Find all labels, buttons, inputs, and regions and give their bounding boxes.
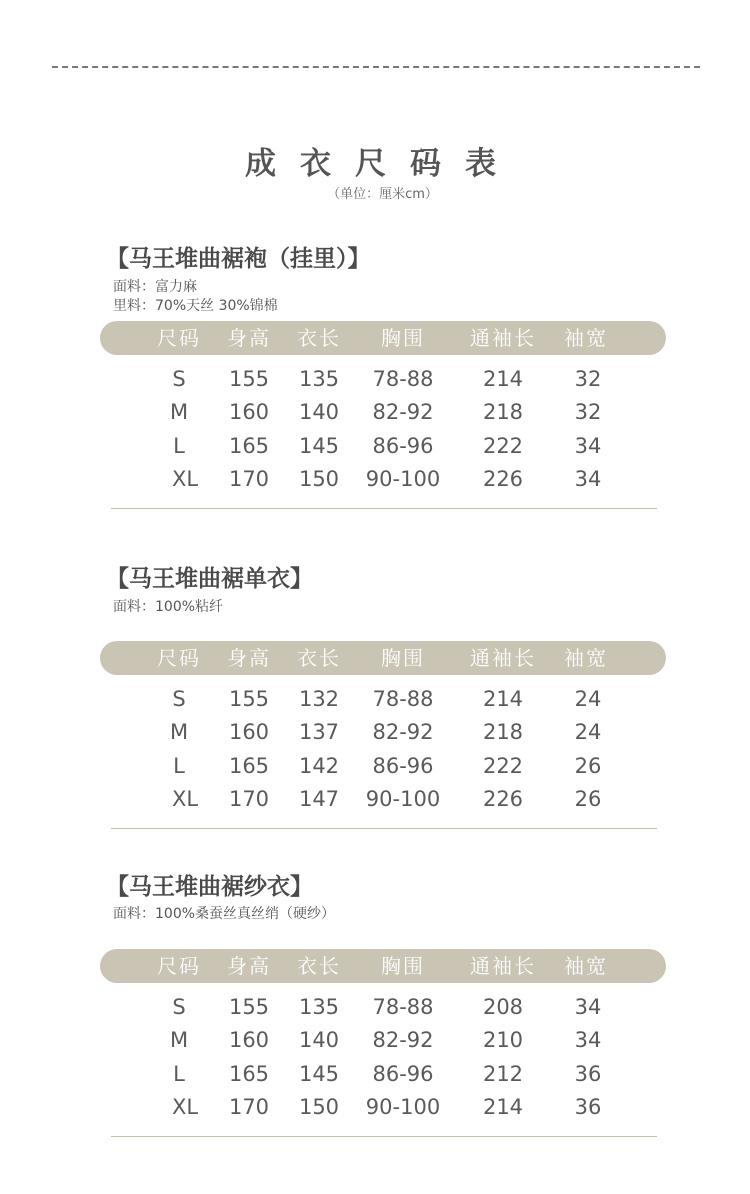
cell-size: XL [171, 467, 199, 491]
col-sleeve-width: 袖宽 [564, 326, 608, 350]
table-row [0, 717, 750, 747]
section-title: 【马王堆曲裾袍（挂里）】 [106, 245, 371, 272]
cell-sleeve-width: 34 [574, 995, 602, 1019]
cell-length: 150 [298, 467, 340, 491]
cell-length: 147 [298, 787, 340, 811]
table-row [0, 397, 750, 427]
table-row [0, 751, 750, 781]
cell-sleeve-length: 214 [482, 1095, 524, 1119]
cell-height: 155 [228, 367, 270, 391]
cell-length: 132 [298, 687, 340, 711]
section-divider [111, 508, 657, 509]
cell-sleeve-length: 214 [482, 687, 524, 711]
col-size: 尺码 [157, 646, 201, 670]
col-bust: 胸围 [381, 954, 425, 978]
cell-height: 165 [228, 754, 270, 778]
cell-length: 135 [298, 995, 340, 1019]
cell-height: 170 [228, 467, 270, 491]
cell-sleeve-width: 34 [574, 434, 602, 458]
cell-sleeve-length: 222 [482, 754, 524, 778]
cell-length: 140 [298, 400, 340, 424]
cell-sleeve-width: 36 [574, 1062, 602, 1086]
table-row [0, 364, 750, 394]
cell-size: M [169, 720, 189, 744]
cell-sleeve-width: 34 [574, 467, 602, 491]
cell-bust: 78-88 [372, 995, 434, 1019]
cell-bust: 82-92 [372, 400, 434, 424]
col-height: 身高 [227, 646, 271, 670]
cell-height: 160 [228, 720, 270, 744]
col-size: 尺码 [157, 326, 201, 350]
fabric-note: 面料：富力麻 [113, 279, 197, 295]
top-dashed-divider [52, 66, 700, 68]
cell-sleeve-width: 26 [574, 754, 602, 778]
cell-length: 150 [298, 1095, 340, 1119]
col-length: 衣长 [297, 954, 341, 978]
page-title: 成衣尺码表 [245, 146, 520, 182]
cell-bust: 86-96 [372, 754, 434, 778]
cell-size: S [172, 367, 186, 391]
cell-bust: 82-92 [372, 1028, 434, 1052]
cell-bust: 86-96 [372, 434, 434, 458]
col-length: 衣长 [297, 326, 341, 350]
col-height: 身高 [227, 326, 271, 350]
section-divider [111, 828, 657, 829]
cell-sleeve-width: 36 [574, 1095, 602, 1119]
cell-bust: 90-100 [365, 1095, 441, 1119]
table-header [100, 641, 666, 675]
cell-length: 135 [298, 367, 340, 391]
cell-length: 145 [298, 434, 340, 458]
cell-size: S [172, 995, 186, 1019]
table-row [0, 1059, 750, 1089]
col-height: 身高 [227, 954, 271, 978]
cell-sleeve-length: 222 [482, 434, 524, 458]
cell-size: L [173, 754, 185, 778]
cell-length: 140 [298, 1028, 340, 1052]
table-row [0, 1025, 750, 1055]
cell-sleeve-width: 24 [574, 687, 602, 711]
cell-length: 142 [298, 754, 340, 778]
table-row [0, 431, 750, 461]
cell-height: 170 [228, 1095, 270, 1119]
cell-sleeve-length: 218 [482, 720, 524, 744]
cell-size: M [169, 400, 189, 424]
cell-sleeve-length: 210 [482, 1028, 524, 1052]
section-title: 【马王堆曲裾纱衣】 [106, 873, 313, 900]
cell-height: 165 [228, 434, 270, 458]
table-row [0, 684, 750, 714]
cell-sleeve-width: 32 [574, 367, 602, 391]
table-header [100, 949, 666, 983]
col-sleeve-length: 通袖长 [470, 326, 536, 350]
unit-note: （单位：厘米cm） [327, 187, 438, 202]
table-row [0, 1092, 750, 1122]
cell-height: 160 [228, 1028, 270, 1052]
cell-sleeve-width: 34 [574, 1028, 602, 1052]
cell-sleeve-length: 226 [482, 467, 524, 491]
col-length: 衣长 [297, 646, 341, 670]
cell-bust: 78-88 [372, 367, 434, 391]
cell-size: M [169, 1028, 189, 1052]
fabric-note: 面料：100%粘纤 [113, 599, 224, 615]
section-divider [111, 1136, 657, 1137]
table-row [0, 784, 750, 814]
cell-bust: 90-100 [365, 467, 441, 491]
cell-bust: 82-92 [372, 720, 434, 744]
fabric-note: 面料：100%桑蚕丝真丝绡（硬纱） [113, 906, 336, 922]
cell-size: XL [171, 1095, 199, 1119]
cell-bust: 86-96 [372, 1062, 434, 1086]
col-sleeve-length: 通袖长 [470, 646, 536, 670]
col-sleeve-length: 通袖长 [470, 954, 536, 978]
cell-sleeve-length: 214 [482, 367, 524, 391]
col-sleeve-width: 袖宽 [564, 954, 608, 978]
col-size: 尺码 [157, 954, 201, 978]
cell-size: S [172, 687, 186, 711]
cell-sleeve-length: 218 [482, 400, 524, 424]
cell-sleeve-width: 32 [574, 400, 602, 424]
col-bust: 胸围 [381, 646, 425, 670]
cell-size: L [173, 1062, 185, 1086]
cell-length: 137 [298, 720, 340, 744]
table-header [100, 321, 666, 355]
table-row [0, 464, 750, 494]
table-row [0, 992, 750, 1022]
cell-sleeve-width: 26 [574, 787, 602, 811]
cell-height: 155 [228, 995, 270, 1019]
cell-sleeve-length: 212 [482, 1062, 524, 1086]
cell-height: 165 [228, 1062, 270, 1086]
section-title: 【马王堆曲裾单衣】 [106, 565, 313, 592]
cell-sleeve-length: 226 [482, 787, 524, 811]
lining-note: 里料：70%天丝 30%锦棉 [113, 298, 278, 314]
cell-bust: 90-100 [365, 787, 441, 811]
cell-size: XL [171, 787, 199, 811]
cell-length: 145 [298, 1062, 340, 1086]
col-bust: 胸围 [381, 326, 425, 350]
cell-bust: 78-88 [372, 687, 434, 711]
cell-sleeve-length: 208 [482, 995, 524, 1019]
cell-height: 160 [228, 400, 270, 424]
cell-size: L [173, 434, 185, 458]
cell-sleeve-width: 24 [574, 720, 602, 744]
col-sleeve-width: 袖宽 [564, 646, 608, 670]
cell-height: 155 [228, 687, 270, 711]
cell-height: 170 [228, 787, 270, 811]
